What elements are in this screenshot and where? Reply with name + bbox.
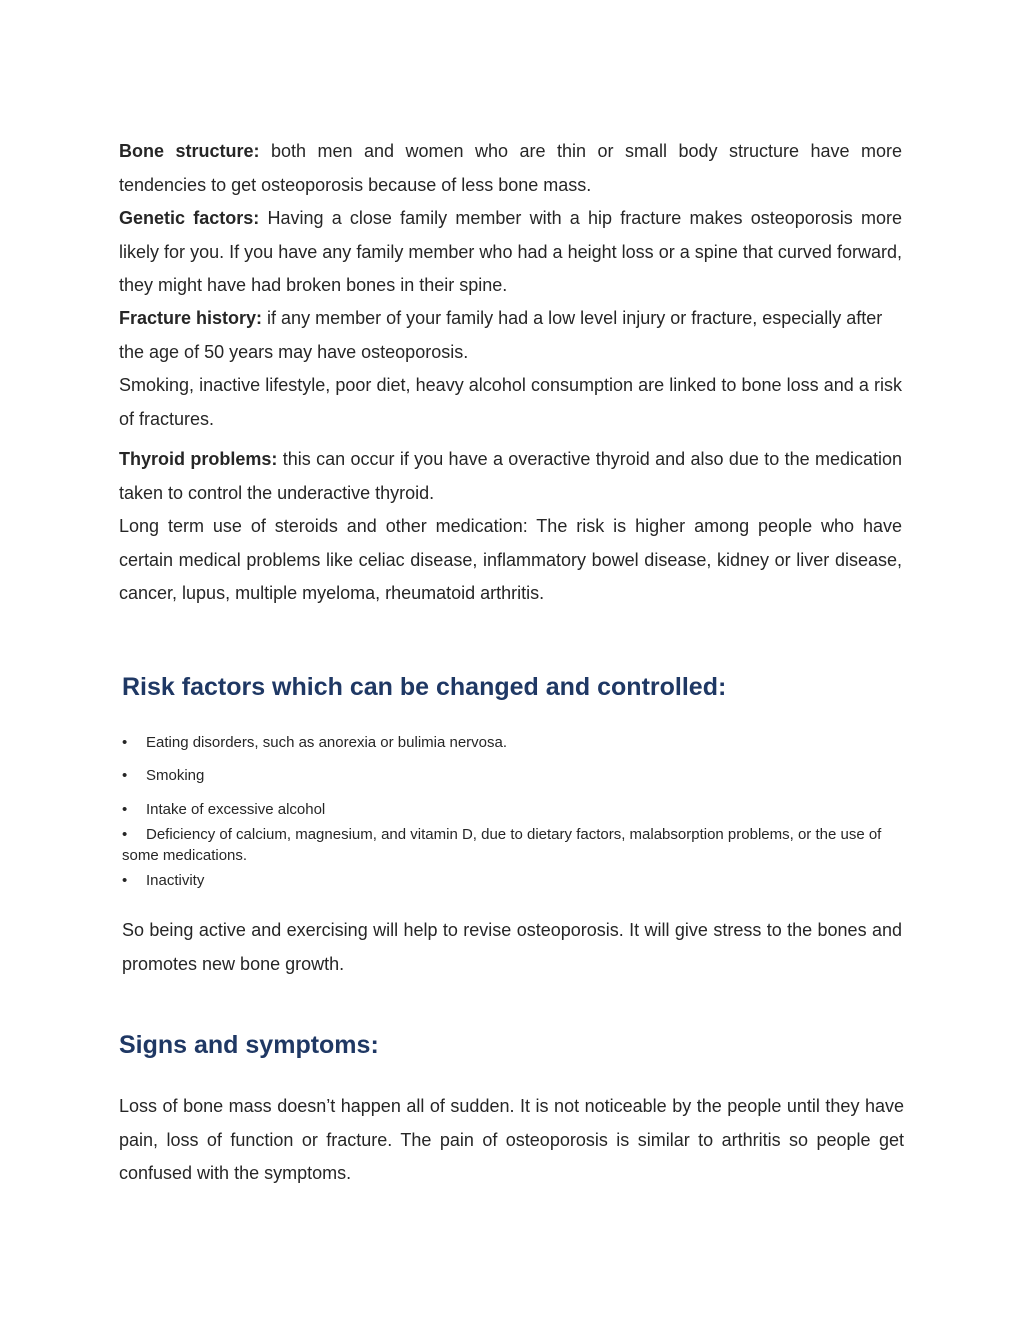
active-exercise-paragraph: So being active and exercising will help to revise osteoporosis. It will give stress to the bones and promotes new bone growth. [122,920,902,974]
bullet-icon: • [122,767,128,784]
thyroid-problems-text: this can occur if you have a overactive thyroid and also due to the medication taken to control the underactive thyroid. [119,449,903,503]
genetic-factors-text: Having a close family member with a hip fracture makes osteoporosis more likely for you. If you have any family member who had a height loss or a spine that curved forward, they might have had broken bones in their spine. [119,208,902,295]
thyroid-problems-term: Thyroid problems: [119,449,278,469]
thyroid-problems-paragraph [119,443,902,510]
risk-factors-list [122,733,902,893]
list-item [122,800,902,820]
bone-structure-text: both men and women who are thin or small body structure have more tendencies to get osteoporosis because of less bone mass. [119,141,903,195]
bone-structure-paragraph [119,135,902,202]
list-item [122,766,902,786]
smoking-paragraph: Smoking, inactive lifestyle, poor diet, heavy alcohol consumption are linked to bone loss and a risk of fractures. [119,375,902,429]
risk-factors-heading: Risk factors which can be changed and controlled: [122,673,727,701]
bullet-icon: • [122,734,128,751]
bone-structure-term: Bone structure: [119,141,260,161]
fracture-history-text: if any member of your family had a low level injury or fracture, especially after the age of 50 years may have osteoporosis. [119,308,883,362]
list-item [122,871,902,891]
genetic-factors-paragraph [119,202,902,303]
fracture-history-term: Fracture history: [119,308,263,328]
bullet-icon: • [122,826,128,843]
list-item-text: Eating disorders, such as anorexia or bulimia nervosa. [146,734,508,751]
list-item-text: Intake of excessive alcohol [146,801,326,818]
list-item [122,824,902,866]
fracture-history-paragraph [119,302,902,369]
bullet-icon: • [122,872,128,889]
list-item-text: Deficiency of calcium, magnesium, and vitamin D, due to dietary factors, malabsorption problems, or the use of some medications. [122,826,882,864]
bullet-icon: • [122,801,128,818]
signs-symptoms-heading: Signs and symptoms: [119,1031,379,1059]
signs-symptoms-paragraph: Loss of bone mass doesn’t happen all of sudden. It is not noticeable by the people until they have pain, loss of function or fracture. The pain of osteoporosis is similar to arthritis so people get confused with the symptoms. [119,1096,904,1183]
steroids-paragraph: Long term use of steroids and other medication: The risk is higher among people who have certain medical problems like celiac disease, inflammatory bowel disease, kidney or liver disease, cancer, lupus, multiple myeloma, rheumatoid arthritis. [119,516,902,603]
genetic-factors-term: Genetic factors: [119,208,260,228]
list-item [122,733,902,753]
list-item-text: Inactivity [146,872,205,889]
list-item-text: Smoking [146,767,205,784]
